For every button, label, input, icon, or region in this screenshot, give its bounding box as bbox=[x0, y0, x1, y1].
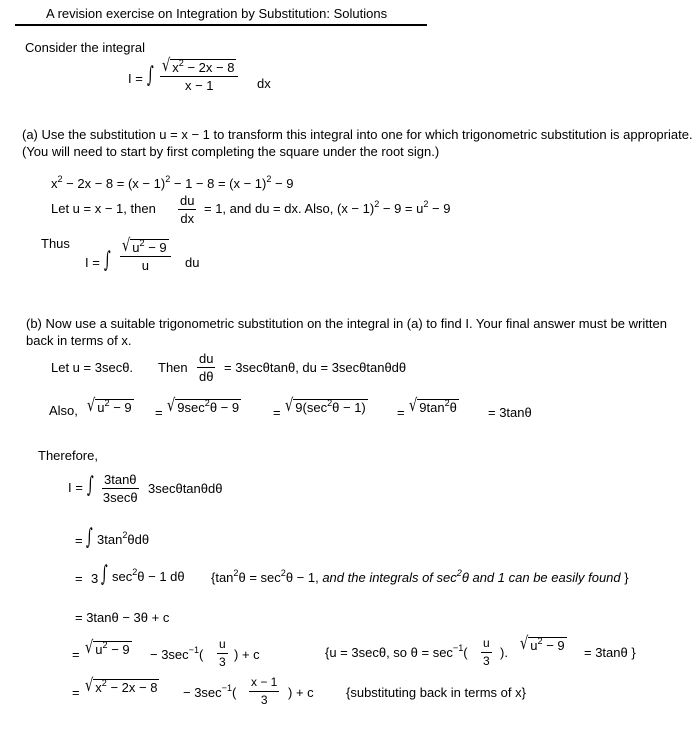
step6-fraction: $\frac{x - 1}{3}$ bbox=[251, 675, 278, 707]
step2-expr: $3\tan^2\theta d\theta$ bbox=[97, 530, 150, 547]
part-b-also: Also, bbox=[49, 403, 78, 418]
part-b-question: (b) Now use a suitable trigonometric substitution on the integral in (a) to find I. Your final answer must be written back in terms of x. bbox=[26, 316, 667, 348]
integral-sign: ∫ bbox=[147, 63, 154, 89]
part-a-question: (a) Use the substitution u = x − 1 to transform this integral into one for which trigonometric substitution is appropriate. (You will need to start by first completing the square under the root sign.) bbox=[22, 127, 693, 159]
step5-root: √ $u^2 - 9$ bbox=[85, 638, 130, 659]
step4-expr: = 3tanθ − 3θ + c bbox=[75, 610, 170, 625]
step6-end: ) + c bbox=[288, 685, 314, 700]
also-root-1: √ $u^2 - 9$ bbox=[87, 396, 132, 417]
part-b-then-rest: = 3secθtanθ, du = 3secθtanθdθ bbox=[224, 360, 407, 375]
integral-sign: ∫ bbox=[86, 525, 93, 551]
step1-i-equals: I = bbox=[68, 480, 83, 495]
equals-sign: = bbox=[155, 405, 163, 420]
therefore-label: Therefore, bbox=[38, 448, 98, 463]
step5-fraction: $\frac{u}{3}$ bbox=[219, 637, 226, 669]
intro-text: Consider the integral bbox=[25, 40, 145, 55]
intro-fraction: √ $x^2 - 2x - 8$ x − 1 bbox=[160, 58, 238, 93]
also-root-2: √ $9\sec^2\theta - 9$ bbox=[167, 396, 240, 417]
step5-note-fraction: $\frac{u}{3}$ bbox=[483, 636, 490, 668]
step5-note-mid: ). bbox=[500, 645, 508, 660]
part-a-line2-rest: = 1, and du = dx. Also, $(x - 1)^2 - 9 = u^2 - 9$ bbox=[204, 199, 451, 216]
title-underline bbox=[15, 24, 427, 26]
part-b-then: Then bbox=[158, 360, 188, 375]
part-a-du: du bbox=[185, 255, 200, 270]
step3-coef: 3 bbox=[91, 571, 99, 586]
part-a-line1: $x^2 - 2x - 8 = (x - 1)^2 - 1 - 8 = (x - 1)^2 - 9$ bbox=[51, 174, 294, 191]
thus-label: Thus bbox=[41, 236, 70, 251]
also-result: = 3tanθ bbox=[488, 405, 532, 420]
step5-note-root: √ $u^2 - 9$ bbox=[520, 634, 565, 655]
part-a-line2-start: Let u = x − 1, then bbox=[51, 201, 156, 216]
intro-i-equals: I = bbox=[128, 71, 143, 86]
step3-note: {$\tan^2\theta = \sec^2\theta - 1$, and the integrals of $\sec^2\theta$ and 1 can be easily found } bbox=[211, 568, 629, 585]
du-dtheta-fraction: $\frac{du}{d\theta}$ bbox=[199, 351, 214, 384]
part-b-let: Let u = 3secθ. bbox=[51, 360, 134, 375]
step1-rest: 3secθtanθdθ bbox=[148, 481, 223, 496]
part-a-i-equals: I = bbox=[85, 255, 100, 270]
equals-sign: = bbox=[273, 405, 281, 420]
also-root-3: √ $9(\sec^2\theta - 1)$ bbox=[285, 396, 366, 417]
also-root-4: √ $9\tan^2\theta$ bbox=[409, 396, 457, 417]
step5-mid: − $3\sec^{-1}$( bbox=[150, 645, 204, 662]
integral-sign: ∫ bbox=[87, 473, 94, 499]
step5-end: ) + c bbox=[234, 647, 260, 662]
equals-sign: = bbox=[72, 685, 80, 700]
integral-sign: ∫ bbox=[104, 248, 111, 274]
step6-note: {substituting back in terms of x} bbox=[346, 685, 526, 700]
equals-sign: = bbox=[75, 571, 83, 586]
step6-root: √ $x^2 - 2x - 8$ bbox=[85, 676, 158, 697]
integral-sign: ∫ bbox=[101, 562, 108, 588]
equals-sign: = bbox=[72, 647, 80, 662]
step1-fraction: 3tanθ 3secθ bbox=[102, 472, 138, 505]
part-a-fraction: √ $u^2 - 9$ u bbox=[120, 238, 171, 273]
equals-sign: = bbox=[397, 405, 405, 420]
step6-mid: − $3\sec^{-1}$( bbox=[183, 683, 237, 700]
intro-dx: dx bbox=[257, 76, 271, 91]
step3-expr: $\sec^2\theta - 1$ dθ bbox=[112, 567, 185, 584]
equals-sign: = bbox=[75, 533, 83, 548]
step5-note-start: {u = 3secθ, so $\theta = \sec^{-1}$( bbox=[325, 643, 468, 660]
page-title: A revision exercise on Integration by Substitution: Solutions bbox=[46, 6, 388, 21]
du-dx-fraction: $\frac{du}{dx}$ bbox=[180, 193, 195, 226]
step5-note-end: = 3tanθ } bbox=[584, 645, 636, 660]
